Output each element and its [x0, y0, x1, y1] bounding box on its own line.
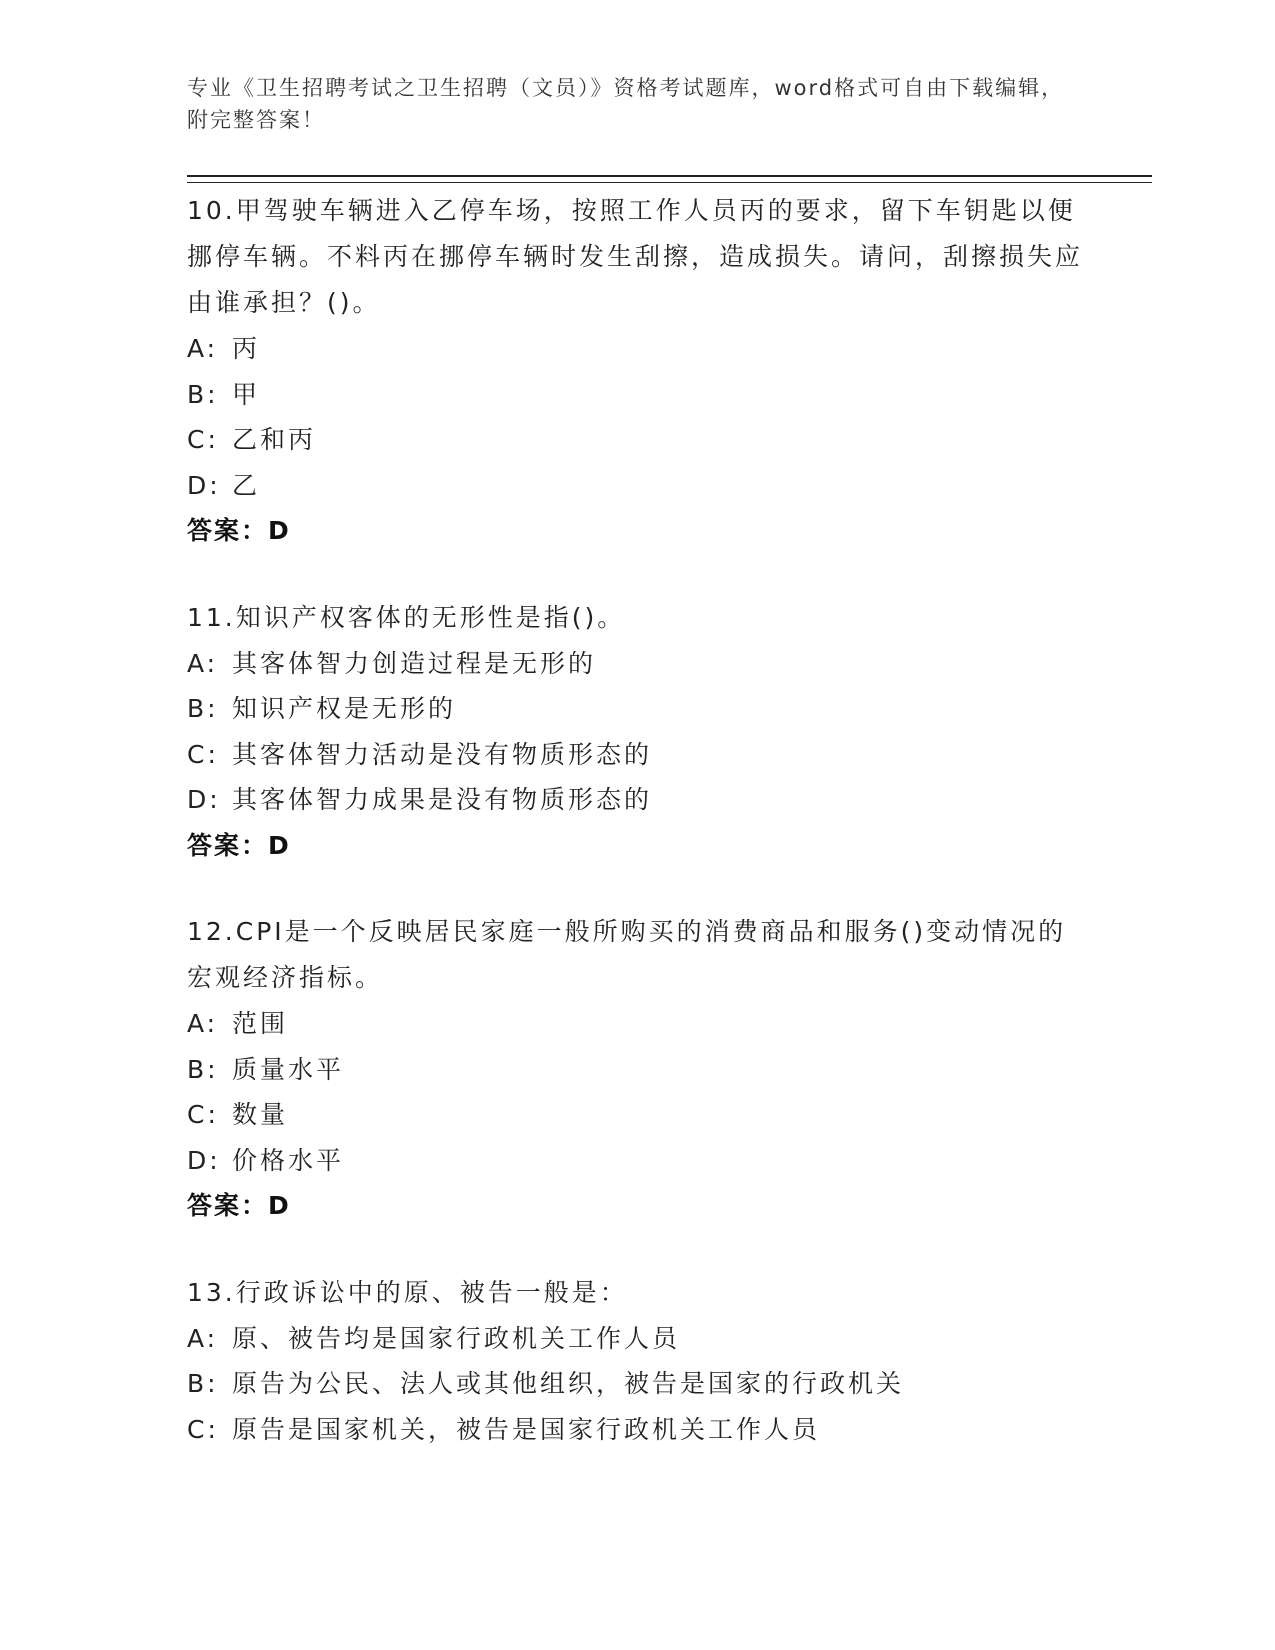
question-stem: 13.行政诉讼中的原、被告一般是：	[187, 1277, 628, 1307]
option-key: C:	[187, 425, 219, 454]
option-key: C:	[187, 1100, 219, 1129]
answer-line: 答案：D	[187, 830, 291, 860]
option-a	[187, 326, 1087, 372]
question-stem: 10.甲驾驶车辆进入乙停车场，按照工作人员丙的要求，留下车钥匙以便挪停车辆。不料丙在挪停车辆时发生刮擦，造成损失。请问，刮擦损失应由谁承担？()。	[187, 196, 1084, 317]
option-text: 原告为公民、法人或其他组织，被告是国家的行政机关	[232, 1369, 905, 1398]
option-a	[187, 1316, 1087, 1362]
option-key: A:	[187, 648, 219, 678]
question-10	[187, 188, 1087, 554]
option-c	[187, 1092, 1087, 1138]
header-divider-thin	[187, 182, 1152, 183]
option-a	[187, 641, 1087, 687]
option-d	[187, 777, 1087, 823]
option-key: D:	[187, 470, 221, 500]
option-text: 乙和丙	[232, 425, 317, 454]
question-11	[187, 595, 1087, 869]
option-key: A:	[187, 1323, 219, 1353]
option-d	[187, 1138, 1087, 1184]
option-key: A:	[187, 334, 219, 363]
answer-line: 答案：D	[187, 516, 291, 545]
option-text: 原、被告均是国家行政机关工作人员	[232, 1323, 681, 1353]
option-text: 其客体智力创造过程是无形的	[232, 648, 597, 678]
option-d	[187, 463, 1087, 509]
option-text: 甲	[232, 379, 261, 409]
question-stem: 12.CPI是一个反映居民家庭一般所购买的消费商品和服务()变动情况的宏观经济指标。	[187, 917, 1067, 992]
option-key: C:	[187, 1414, 219, 1444]
option-c	[187, 1407, 1087, 1453]
option-key: C:	[187, 739, 219, 769]
option-b	[187, 372, 1087, 418]
option-c	[187, 417, 1087, 463]
option-text: 范围	[232, 1009, 289, 1038]
option-b	[187, 686, 1087, 732]
option-key: B:	[187, 1054, 219, 1084]
header-divider-thick	[187, 175, 1152, 177]
option-text: 数量	[232, 1100, 289, 1129]
option-text: 原告是国家机关，被告是国家行政机关工作人员	[232, 1414, 821, 1444]
option-text: 其客体智力成果是没有物质形态的	[232, 785, 653, 814]
option-text: 乙	[232, 470, 261, 500]
option-key: D:	[187, 785, 221, 814]
option-text: 丙	[232, 334, 261, 363]
question-13	[187, 1270, 1087, 1453]
option-key: A:	[187, 1009, 219, 1038]
option-c	[187, 732, 1087, 778]
option-text: 其客体智力活动是没有物质形态的	[232, 739, 653, 769]
option-b	[187, 1047, 1087, 1093]
option-key: B:	[187, 379, 219, 409]
answer-line: 答案：D	[187, 1191, 291, 1220]
option-key: D:	[187, 1145, 221, 1175]
option-text: 价格水平	[232, 1145, 345, 1175]
option-key: B:	[187, 694, 219, 723]
question-list	[187, 188, 1087, 1493]
option-a	[187, 1001, 1087, 1047]
question-12	[187, 909, 1087, 1229]
question-stem: 11.知识产权客体的无形性是指()。	[187, 602, 626, 632]
document-header: 专业《卫生招聘考试之卫生招聘（文员）》资格考试题库，word格式可自由下载编辑，附完整答案！	[187, 76, 1065, 132]
option-text: 质量水平	[232, 1054, 345, 1084]
option-text: 知识产权是无形的	[232, 694, 457, 723]
option-key: B:	[187, 1369, 219, 1398]
option-b	[187, 1361, 1087, 1407]
